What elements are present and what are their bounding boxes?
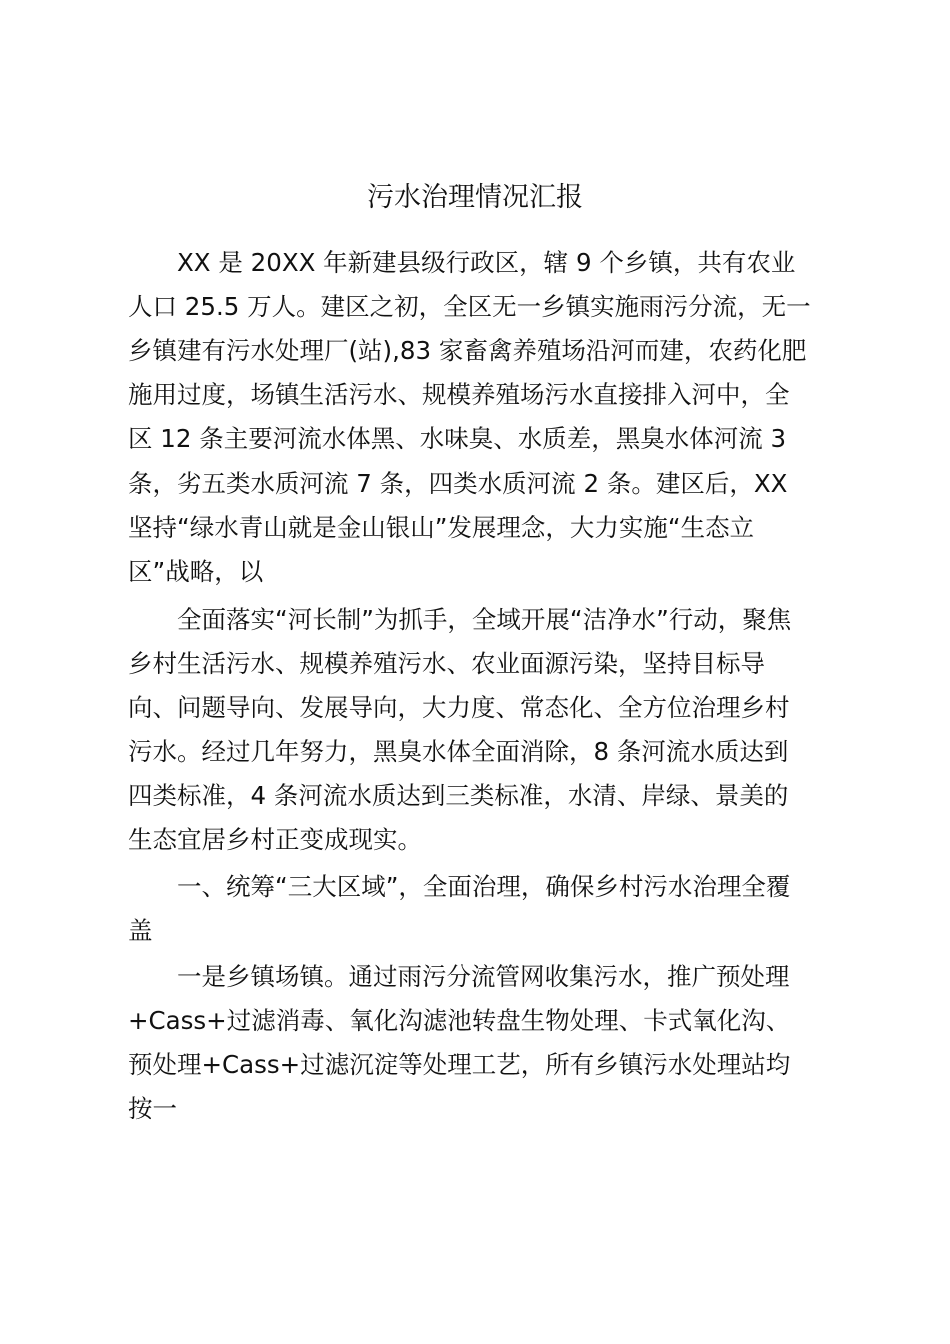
paragraph-3-line-3: 预处理+Cass+过滤沉淀等处理工艺，所有乡镇污水处理站均 xyxy=(128,1050,791,1079)
paragraph-1-line-5: 区 12 条主要河流水体黑、水味臭、水质差，黑臭水体河流 3 xyxy=(128,424,787,453)
paragraph-2-line-1: 全面落实“河长制”为抓手，全域开展“洁净水”行动，聚焦 xyxy=(177,605,792,634)
paragraph-2-line-4: 污水。经过几年努力，黑臭水体全面消除，8 条河流水质达到 xyxy=(128,737,789,766)
paragraph-3-line-1: 一是乡镇场镇。通过雨污分流管网收集污水，推广预处理 xyxy=(177,962,790,991)
paragraph-1-line-8: 区”战略，以 xyxy=(128,557,264,586)
paragraph-1-line-6: 条，劣五类水质河流 7 条，四类水质河流 2 条。建区后，XX xyxy=(128,469,788,498)
paragraph-2-line-2: 乡村生活污水、规模养殖污水、农业面源污染，坚持目标导 xyxy=(128,649,765,678)
paragraph-1-line-1: XX 是 20XX 年新建县级行政区，辖 9 个乡镇，共有农业 xyxy=(177,248,796,277)
paragraph-2-line-3: 向、问题导向、发展导向，大力度、常态化、全方位治理乡村 xyxy=(128,693,790,722)
section-heading-line-2: 盖 xyxy=(128,916,153,945)
document-title: 污水治理情况汇报 xyxy=(367,182,583,213)
paragraph-1-line-4: 施用过度，场镇生活污水、规模养殖场污水直接排入河中，全 xyxy=(128,380,790,409)
paragraph-1-line-3: 乡镇建有污水处理厂(站),83 家畜禽养殖场沿河而建，农药化肥 xyxy=(128,336,807,365)
paragraph-1-line-7: 坚持“绿水青山就是金山银山”发展理念，大力实施“生态立 xyxy=(128,513,755,542)
section-heading-line-1: 一、统筹“三大区域”，全面治理，确保乡村污水治理全覆 xyxy=(177,872,791,901)
paragraph-2-line-5: 四类标准，4 条河流水质达到三类标准，水清、岸绿、景美的 xyxy=(128,781,789,810)
paragraph-3-line-4: 按一 xyxy=(128,1094,177,1123)
paragraph-1-line-2: 人口 25.5 万人。建区之初，全区无一乡镇实施雨污分流，无一 xyxy=(128,292,811,321)
paragraph-2-line-6: 生态宜居乡村正变成现实。 xyxy=(128,825,422,854)
paragraph-3-line-2: +Cass+过滤消毒、氧化沟滤池转盘生物处理、卡式氧化沟、 xyxy=(128,1006,791,1035)
